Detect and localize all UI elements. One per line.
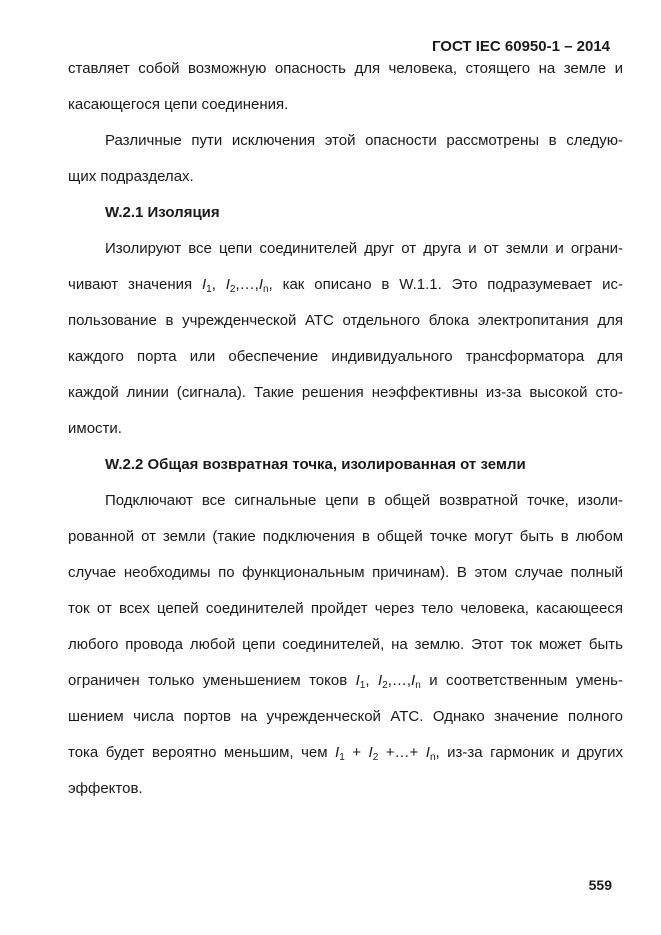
subscript: 2: [372, 752, 379, 763]
current-symbol: I: [411, 672, 416, 689]
text-run: и соответственным умень-: [420, 672, 623, 689]
paragraph-line: эффектов.: [68, 780, 143, 797]
section-heading: W.2.1 Изоляция: [105, 204, 220, 221]
paragraph-line: ставляет собой возможную опасность для человека, стоящего на земле и: [68, 60, 623, 77]
paragraph-line: шением числа портов на учрежденческой АТС. Однако значение полного: [68, 708, 623, 725]
subscript: n: [415, 680, 421, 691]
page-body: [68, 59, 623, 815]
page-number: 559: [588, 877, 612, 893]
paragraph-line: имости.: [68, 420, 122, 437]
paragraph-line: каждой линии (сигнала). Такие решения неэффективны из-за высокой сто-: [68, 384, 623, 401]
current-symbol: I: [258, 276, 263, 293]
current-symbol: I: [425, 744, 430, 761]
text-run: , из-за гармоник и других: [435, 744, 623, 761]
current-symbol: I: [335, 744, 340, 761]
section-heading: W.2.2 Общая возвратная точка, изолированная от земли: [105, 456, 526, 473]
paragraph-line: Подключают все сигнальные цепи в общей возвратной точке, изоли-: [105, 492, 623, 509]
text-run: ,…,: [235, 276, 259, 293]
current-symbol: I: [225, 276, 230, 293]
paragraph-line: Различные пути исключения этой опасности рассмотрены в следую-: [105, 132, 623, 149]
paragraph-line: [68, 743, 623, 779]
text-run: чивают значения: [68, 276, 202, 293]
paragraph-line: ток от всех цепей соединителей пройдет через тело человека, касающееся: [68, 600, 623, 617]
current-symbol: I: [355, 672, 360, 689]
paragraph-line: [68, 671, 623, 707]
current-symbol: I: [377, 672, 383, 689]
subscript: 1: [206, 284, 212, 295]
paragraph-line: пользование в учрежденческой АТС отдельного блока электропитания для: [68, 312, 623, 329]
paragraph-line: [68, 275, 623, 311]
text-run: ,: [211, 276, 226, 293]
paragraph-line: щих подразделах.: [68, 168, 194, 185]
current-symbol: I: [368, 744, 373, 761]
paragraph-line: касающегося цепи соединения.: [68, 96, 289, 113]
paragraph-line: случае необходимы по функциональным причинам). В этом случае полный: [68, 564, 623, 581]
text-run: ,…,: [387, 672, 412, 689]
subscript: 2: [382, 680, 388, 691]
text-run: ограничен только уменьшением токов: [68, 672, 356, 689]
paragraph-line: рованной от земли (такие подключения в общей точке могут быть в любом: [68, 528, 623, 545]
text-run: +: [344, 744, 369, 761]
text-run: +…+: [378, 744, 426, 761]
paragraph-line: Изолируют все цепи соединителей друг от друга и от земли и ограни-: [105, 240, 623, 257]
paragraph-line: любого провода любой цепи соединителей, на землю. Этот ток может быть: [68, 636, 623, 653]
subscript: 1: [339, 752, 345, 763]
text-run: ,: [365, 672, 378, 689]
document-header: ГОСТ IEC 60950-1 – 2014: [431, 38, 610, 55]
text-run: , как описано в W.1.1. Это подразумевает ис-: [268, 276, 623, 293]
subscript: n: [262, 284, 269, 295]
subscript: 2: [229, 284, 236, 295]
subscript: n: [429, 752, 436, 763]
subscript: 1: [359, 680, 366, 691]
paragraph-line: каждого порта или обеспечение индивидуального трансформатора для: [68, 348, 623, 365]
current-symbol: I: [201, 276, 207, 293]
text-run: тока будет вероятно меньшим, чем: [68, 744, 336, 761]
